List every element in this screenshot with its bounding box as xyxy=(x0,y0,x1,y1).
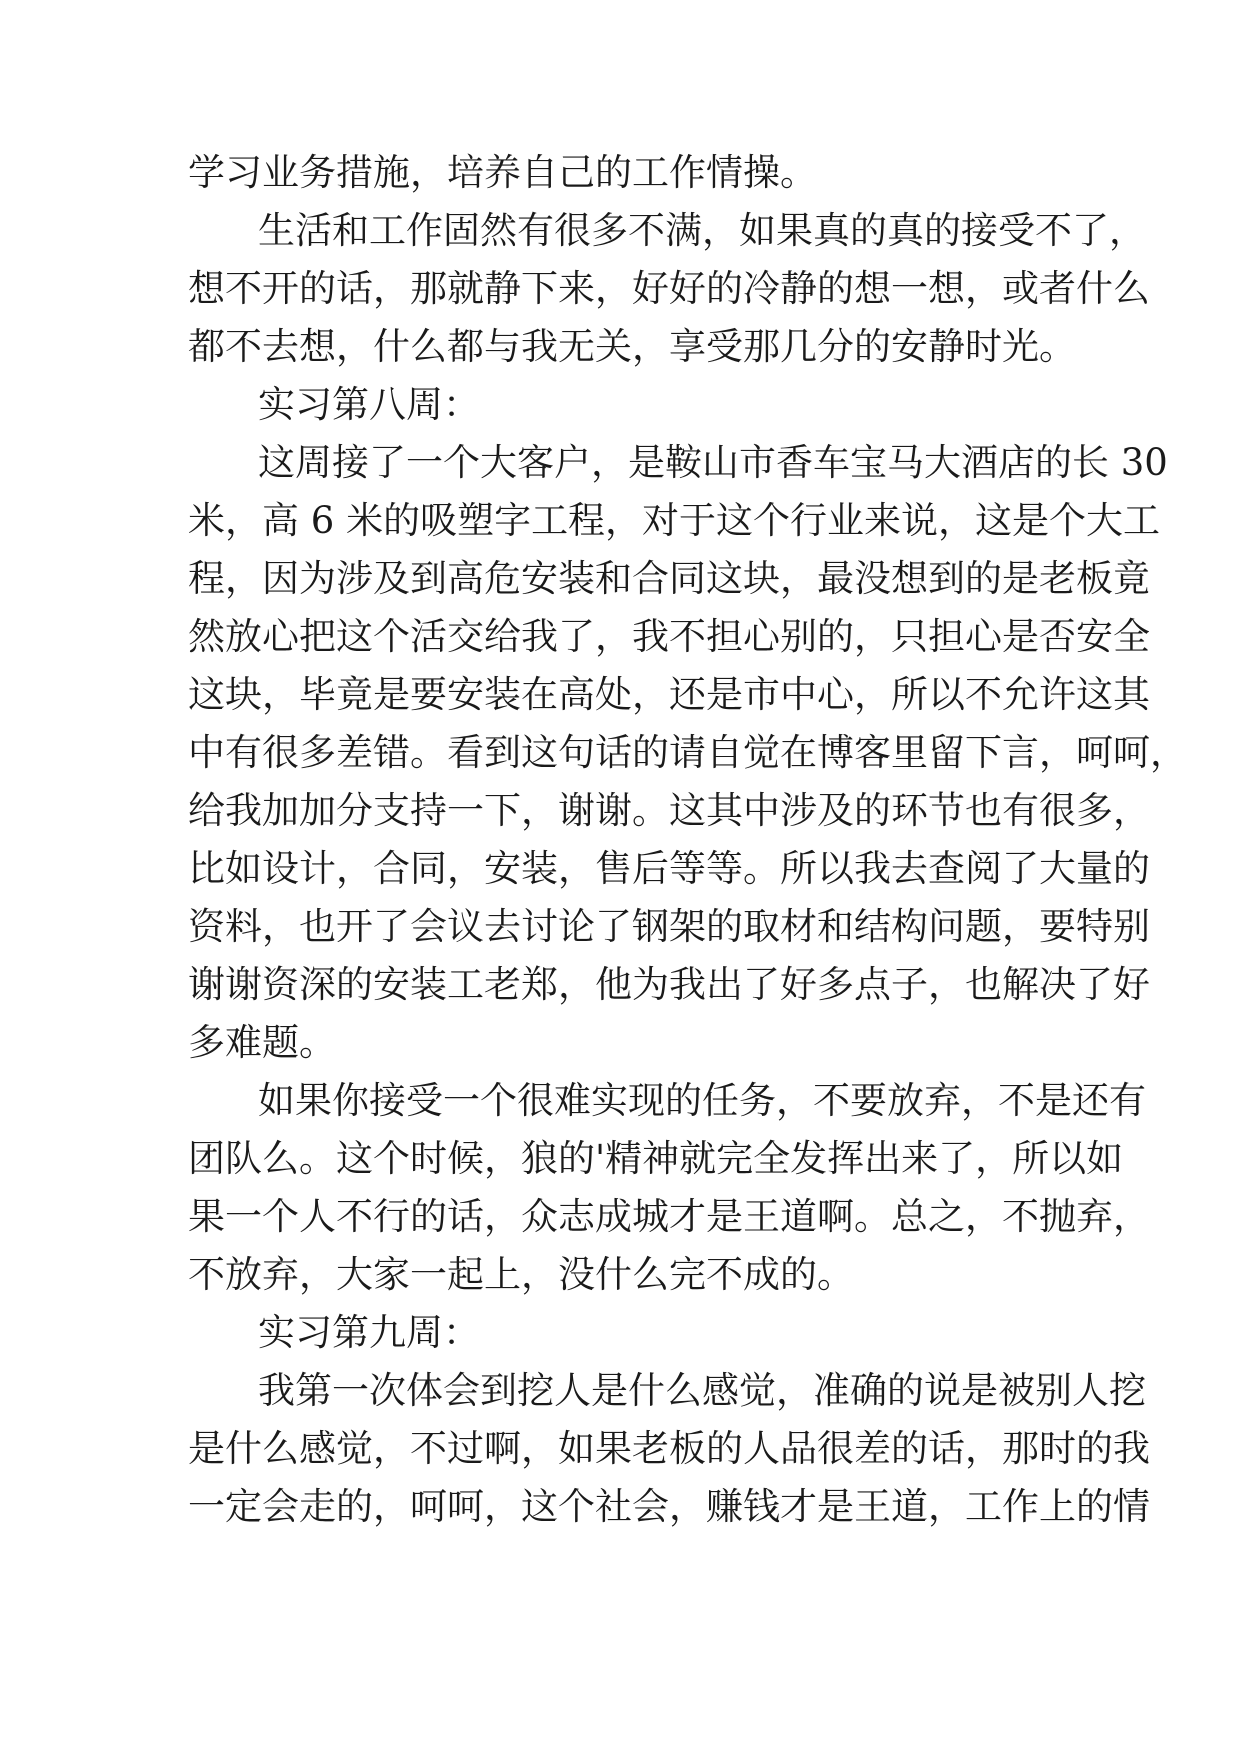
text-line: 都不去想，什么都与我无关，享受那几分的安静时光。 xyxy=(188,325,1076,368)
text-line: 中有很多差错。看到这句话的请自觉在博客里留下言，呵呵， xyxy=(188,731,1187,774)
text-line: 谢谢资深的安装工老郑，他为我出了好多点子，也解决了好 xyxy=(188,963,1150,1006)
text-line: 不放弃，大家一起上，没什么完不成的。 xyxy=(188,1253,854,1296)
text-line: 比如设计，合同，安装，售后等等。所以我去查阅了大量的 xyxy=(188,847,1150,890)
text-line: 学习业务措施，培养自己的工作情操。 xyxy=(188,151,817,194)
section-heading: 实习第九周： xyxy=(258,1311,480,1354)
section-heading: 实习第八周： xyxy=(258,383,480,426)
text-line: 想不开的话，那就静下来，好好的冷静的想一想，或者什么 xyxy=(188,267,1150,310)
text-line: 是什么感觉，不过啊，如果老板的人品很差的话，那时的我 xyxy=(188,1427,1150,1470)
text-line: 一定会走的，呵呵，这个社会，赚钱才是王道，工作上的情 xyxy=(188,1485,1150,1528)
text-line: 如果你接受一个很难实现的任务，不要放弃，不是还有 xyxy=(258,1079,1146,1122)
text-line: 果一个人不行的话，众志成城才是王道啊。总之，不抛弃， xyxy=(188,1195,1150,1238)
text-line: 我第一次体会到挖人是什么感觉，准确的说是被别人挖 xyxy=(258,1369,1146,1412)
text-line: 程，因为涉及到高危安装和合同这块，最没想到的是老板竟 xyxy=(188,557,1150,600)
text-line: 资料，也开了会议去讨论了钢架的取材和结构问题，要特别 xyxy=(188,905,1150,948)
text-line: 然放心把这个活交给我了，我不担心别的，只担心是否安全 xyxy=(188,615,1150,658)
text-line: 米，高 6 米的吸塑字工程，对于这个行业来说，这是个大工 xyxy=(188,499,1161,542)
text-line: 生活和工作固然有很多不满，如果真的真的接受不了， xyxy=(258,209,1146,252)
text-line: 多难题。 xyxy=(188,1021,336,1064)
text-line: 这周接了一个大客户，是鞍山市香车宝马大酒店的长 30 xyxy=(258,441,1168,484)
text-line: 给我加加分支持一下，谢谢。这其中涉及的环节也有很多， xyxy=(188,789,1150,832)
text-line: 这块，毕竟是要安装在高处，还是市中心，所以不允许这其 xyxy=(188,673,1150,716)
text-line: 团队么。这个时候，狼的'精神就完全发挥出来了，所以如 xyxy=(188,1137,1124,1180)
